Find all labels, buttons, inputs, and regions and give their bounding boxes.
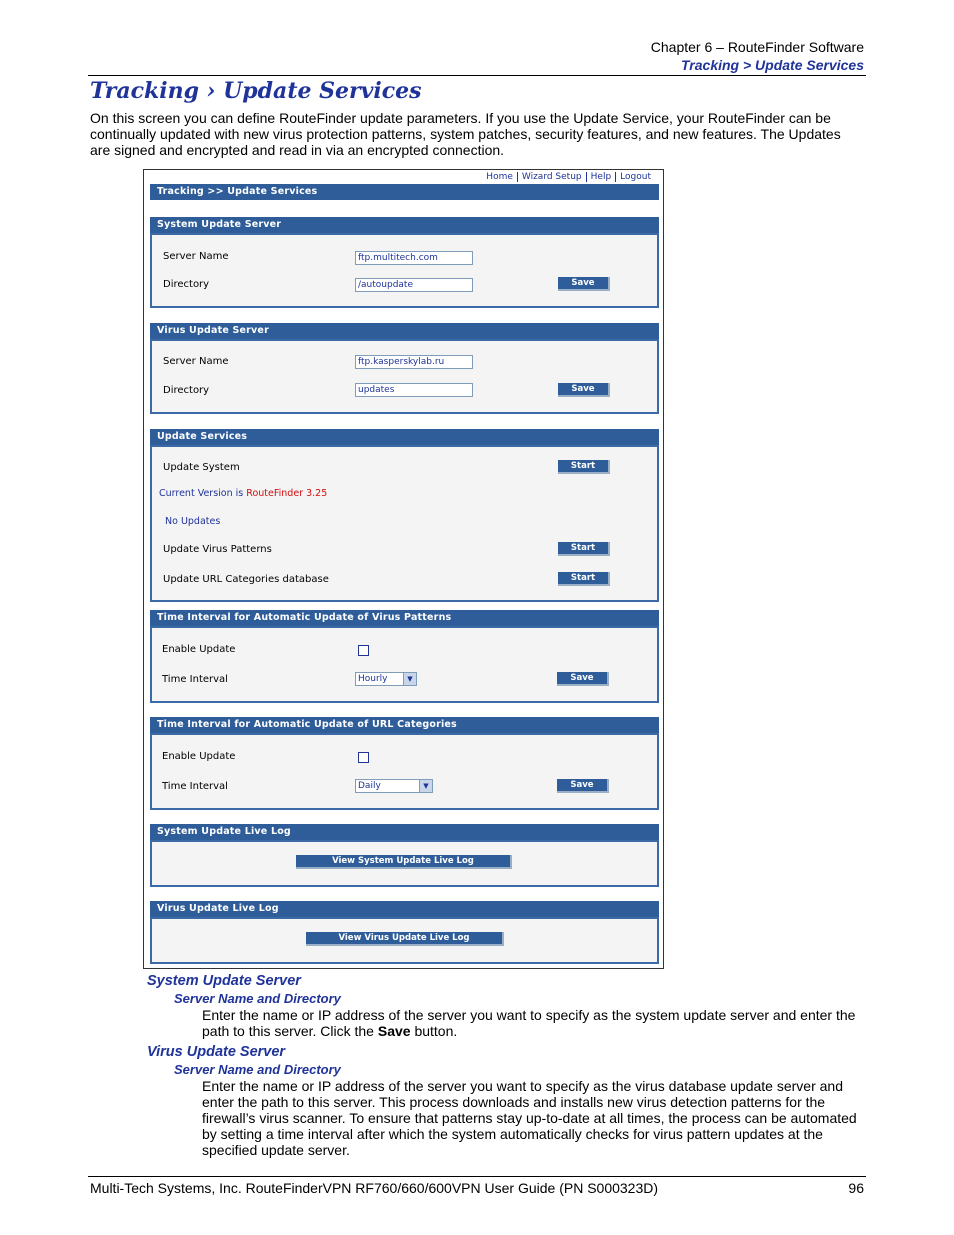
current-version-text — [159, 488, 327, 499]
url-interval-select[interactable] — [355, 779, 433, 793]
top-nav — [482, 172, 655, 182]
nav-home-link[interactable]: Home — [482, 172, 518, 182]
virus-interval-bar: Time Interval for Automatic Update of Virus Patterns — [150, 610, 659, 626]
virus-update-paragraph: Enter the name or IP address of the server you want to specify as the virus database update server and enter the path to this server. This process downloads and installs new virus detection patterns for the firewall’s virus scanner. To ensure that patterns stay up-to-date at all times, the process can be automated by setting a time interval after which the system automatically checks for virus pattern updates at the specified update server. — [202, 1078, 857, 1158]
view-virus-log-button[interactable]: View Virus Update Live Log — [306, 932, 504, 946]
system-log-bar: System Update Live Log — [150, 824, 659, 840]
header-rule — [88, 75, 866, 76]
virus-interval-save-button[interactable]: Save — [557, 672, 609, 686]
virus-update-subheading: Server Name and Directory — [174, 1062, 341, 1077]
virus-update-server-panel — [150, 339, 659, 414]
page-number: 96 — [848, 1180, 864, 1196]
update-url-start-button[interactable]: Start — [558, 572, 610, 586]
virus-server-input[interactable]: ftp.kasperskylab.ru — [355, 355, 473, 369]
system-update-server-panel — [150, 233, 659, 308]
virus-log-bar: Virus Update Live Log — [150, 901, 659, 917]
nav-logout-link[interactable]: Logout — [620, 172, 651, 182]
update-services-bar: Update Services — [150, 429, 659, 445]
virus-update-server-bar: Virus Update Server — [150, 323, 659, 339]
footer-text: Multi-Tech Systems, Inc. RouteFinderVPN RF760/660/600VPN User Guide (PN S000323D) — [90, 1180, 659, 1196]
nav-wizard-link[interactable]: Wizard Setup — [518, 172, 587, 182]
virus-enable-checkbox[interactable] — [358, 645, 369, 656]
view-system-log-button[interactable]: View System Update Live Log — [296, 855, 512, 869]
virus-interval-label: Time Interval — [162, 674, 228, 685]
virus-save-button[interactable]: Save — [558, 383, 610, 397]
virus-interval-value: Hourly — [358, 674, 388, 684]
system-server-label: Server Name — [163, 251, 229, 262]
url-interval-bar: Time Interval for Automatic Update of URL Categories — [150, 717, 659, 733]
update-url-label: Update URL Categories database — [163, 574, 329, 585]
update-system-start-button[interactable]: Start — [558, 460, 610, 474]
update-virus-start-button[interactable]: Start — [558, 542, 610, 556]
footer-rule — [88, 1176, 866, 1177]
system-update-subheading: Server Name and Directory — [174, 991, 341, 1006]
system-server-input[interactable]: ftp.multitech.com — [355, 251, 473, 265]
no-updates-text: No Updates — [165, 516, 221, 527]
virus-dir-input[interactable]: updates — [355, 383, 473, 397]
url-interval-label: Time Interval — [162, 781, 228, 792]
url-enable-checkbox[interactable] — [358, 752, 369, 763]
system-update-paragraph: Enter the name or IP address of the server you want to specify as the system update server and enter the path to this server. Click the Save button. — [202, 1007, 856, 1039]
page-bar: Tracking >> Update Services — [150, 184, 659, 200]
update-virus-label: Update Virus Patterns — [163, 544, 272, 555]
running-header-chapter: Chapter 6 – RouteFinder Software — [650, 39, 864, 55]
system-update-server-bar: System Update Server — [150, 217, 659, 233]
url-interval-panel — [150, 733, 659, 810]
current-version-value: RouteFinder 3.25 — [246, 488, 328, 499]
ui-screenshot — [143, 169, 664, 969]
running-header-section: Tracking > Update Services — [681, 57, 864, 73]
url-enable-label: Enable Update — [162, 751, 236, 762]
system-dir-input[interactable]: /autoupdate — [355, 278, 473, 292]
current-version-prefix: Current Version is — [159, 488, 244, 499]
intro-paragraph: On this screen you can define RouteFinder update parameters. If you use the Update Service, your RouteFinder can be continually updated with new virus protection patterns, system patches, security features, and new features. The Updates are signed and encrypted and read in via an encrypted connection. — [90, 110, 841, 158]
system-save-button[interactable]: Save — [558, 277, 610, 291]
update-system-label: Update System — [163, 462, 240, 473]
virus-update-heading: Virus Update Server — [147, 1044, 286, 1060]
system-dir-label: Directory — [163, 279, 210, 290]
footer — [90, 1180, 864, 1196]
virus-server-label: Server Name — [163, 356, 229, 367]
virus-dir-label: Directory — [163, 385, 210, 396]
chevron-down-icon[interactable]: ▼ — [403, 673, 416, 685]
url-interval-value: Daily — [358, 781, 381, 791]
page-title: Tracking › Update Services — [90, 78, 422, 104]
chevron-down-icon[interactable]: ▼ — [419, 780, 432, 792]
system-update-heading: System Update Server — [147, 973, 301, 989]
nav-help-link[interactable]: Help — [587, 172, 617, 182]
url-interval-save-button[interactable]: Save — [557, 779, 609, 793]
virus-interval-panel — [150, 626, 659, 703]
virus-interval-select[interactable] — [355, 672, 417, 686]
virus-enable-label: Enable Update — [162, 644, 236, 655]
